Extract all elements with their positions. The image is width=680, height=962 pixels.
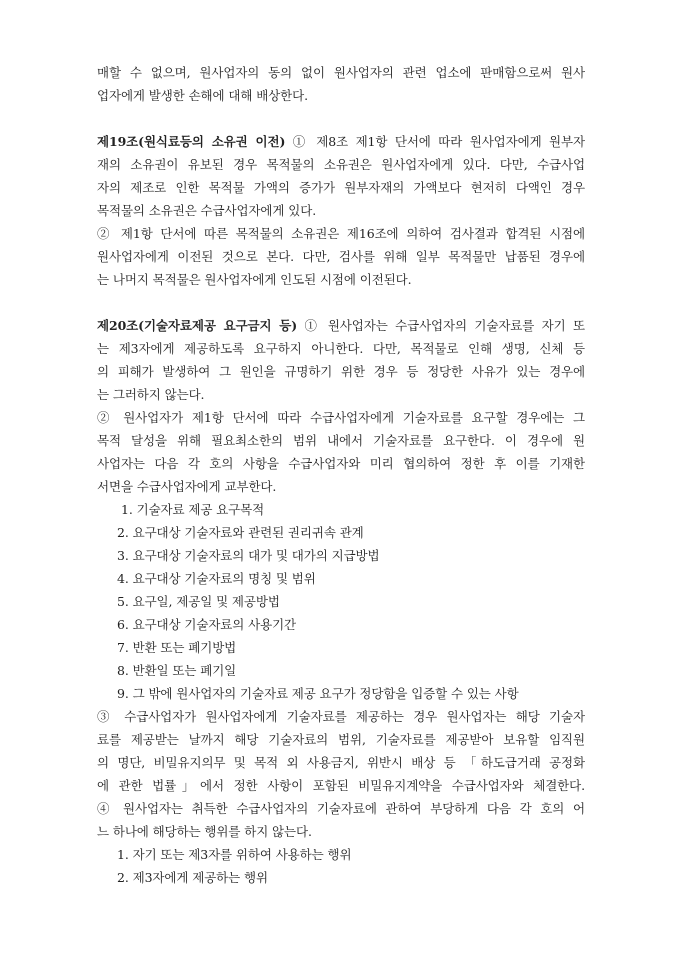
article-20-line: 서면을 수급사업자에게 교부한다. [97, 479, 277, 494]
article-20-line: ③ 수급사업자가 원사업자에게 기술자료를 제공하는 경우 원사업자는 해당 기술자 [97, 709, 585, 724]
intro-line: 매할 수 없으며, 원사업자의 동의 없이 원사업자의 관련 업소에 판매함으로써 원사 [97, 65, 585, 80]
list-item: 1. 기술자료 제공 요구목적 [121, 502, 265, 517]
list-item: 7. 반환 또는 폐기방법 [117, 640, 237, 655]
article-20-line: 사업자는 다음 각 호의 사항을 수급사업자와 미리 협의하여 정한 후 이를 기재한 [97, 456, 585, 471]
article-19-line: 자의 제조로 인한 목적물 가액의 증가가 원부자재의 가액보다 현저히 다액인 경우 [97, 180, 585, 195]
article-20-line: 목적 달성을 위해 필요최소한의 범위 내에서 기술자료를 요구한다. 이 경우에 원 [97, 433, 585, 448]
article-20-line: 느 하나에 해당하는 행위를 하지 않는다. [97, 824, 312, 839]
article-19-line: 원사업자에게 이전된 것으로 본다. 다만, 검사를 위해 일부 목적물만 납품된 경우에 [97, 249, 585, 264]
article-19-line: ② 제1항 단서에 따른 목적물의 소유권은 제16조에 의하여 검사결과 합격된 시점에 [97, 226, 585, 241]
list-item: 2. 요구대상 기술자료와 관련된 권리귀속 관계 [117, 525, 364, 540]
list-item: 3. 요구대상 기술자료의 대가 및 대가의 지급방법 [117, 548, 380, 563]
article-20-line: 의 피해가 발생하여 그 원인을 규명하기 위한 경우 등 정당한 사유가 있는 경우에 [97, 364, 585, 379]
article-19-line: 재의 소유권이 유보된 경우 목적물의 소유권은 원사업자에게 있다. 다만, 수급사업 [97, 157, 585, 172]
article-20-line: 료를 제공받는 날까지 해당 기술자료의 범위, 기술자료를 제공받아 보유할 임직원 [97, 732, 585, 747]
article-19-line: 는 나머지 목적물은 원사업자에게 인도된 시점에 이전된다. [97, 272, 412, 287]
article-20-line: 는 그러하지 않는다. [97, 387, 205, 402]
article-20-line: 는 제3자에게 제공하도록 요구하지 아니한다. 다만, 목적물로 인해 생명, 신체 등 [97, 341, 585, 356]
document-page [97, 61, 585, 889]
list-item: 6. 요구대상 기술자료의 사용기간 [117, 617, 297, 632]
list-item: 1. 자기 또는 제3자를 위하여 사용하는 행위 [117, 847, 352, 862]
article-19-text: ① 제8조 제1항 단서에 따라 원사업자에게 원부자 [285, 134, 585, 149]
list-item: 8. 반환일 또는 폐기일 [117, 663, 237, 678]
article-20-title: 제20조(기술자료제공 요구금지 등) [97, 318, 298, 333]
list-item: 5. 요구일, 제공일 및 제공방법 [117, 594, 280, 609]
list-item: 2. 제3자에게 제공하는 행위 [117, 870, 268, 885]
paragraph-gap [97, 107, 585, 130]
article-20-line: ④ 원사업자는 취득한 수급사업자의 기술자료에 관하여 부당하게 다음 각 호의 어 [97, 801, 585, 816]
article-19-line: 목적물의 소유권은 수급사업자에게 있다. [97, 203, 317, 218]
paragraph-gap [97, 291, 585, 314]
list-item: 9. 그 밖에 원사업자의 기술자료 제공 요구가 정당함을 입증할 수 있는 사항 [117, 686, 519, 701]
article-19-first-line [97, 130, 585, 153]
article-19-title: 제19조(원식료등의 소유권 이전) [97, 134, 286, 149]
article-20-text: ① 원사업자는 수급사업자의 기술자료를 자기 또 [297, 318, 585, 333]
intro-line: 업자에게 발생한 손해에 대해 배상한다. [97, 88, 308, 103]
article-20-line: ② 원사업자가 제1항 단서에 따라 수급사업자에게 기술자료를 요구할 경우에는 그 [97, 410, 585, 425]
article-20-line: 에 관한 법률」에서 정한 사항이 포함된 비밀유지계약을 수급사업자와 체결한다. [97, 778, 585, 793]
article-20-first-line [97, 314, 585, 337]
article-20-line: 의 명단, 비밀유지의무 및 목적 외 사용금지, 위반시 배상 등 「하도급거래 공정화 [97, 755, 585, 770]
list-item: 4. 요구대상 기술자료의 명칭 및 범위 [117, 571, 316, 586]
